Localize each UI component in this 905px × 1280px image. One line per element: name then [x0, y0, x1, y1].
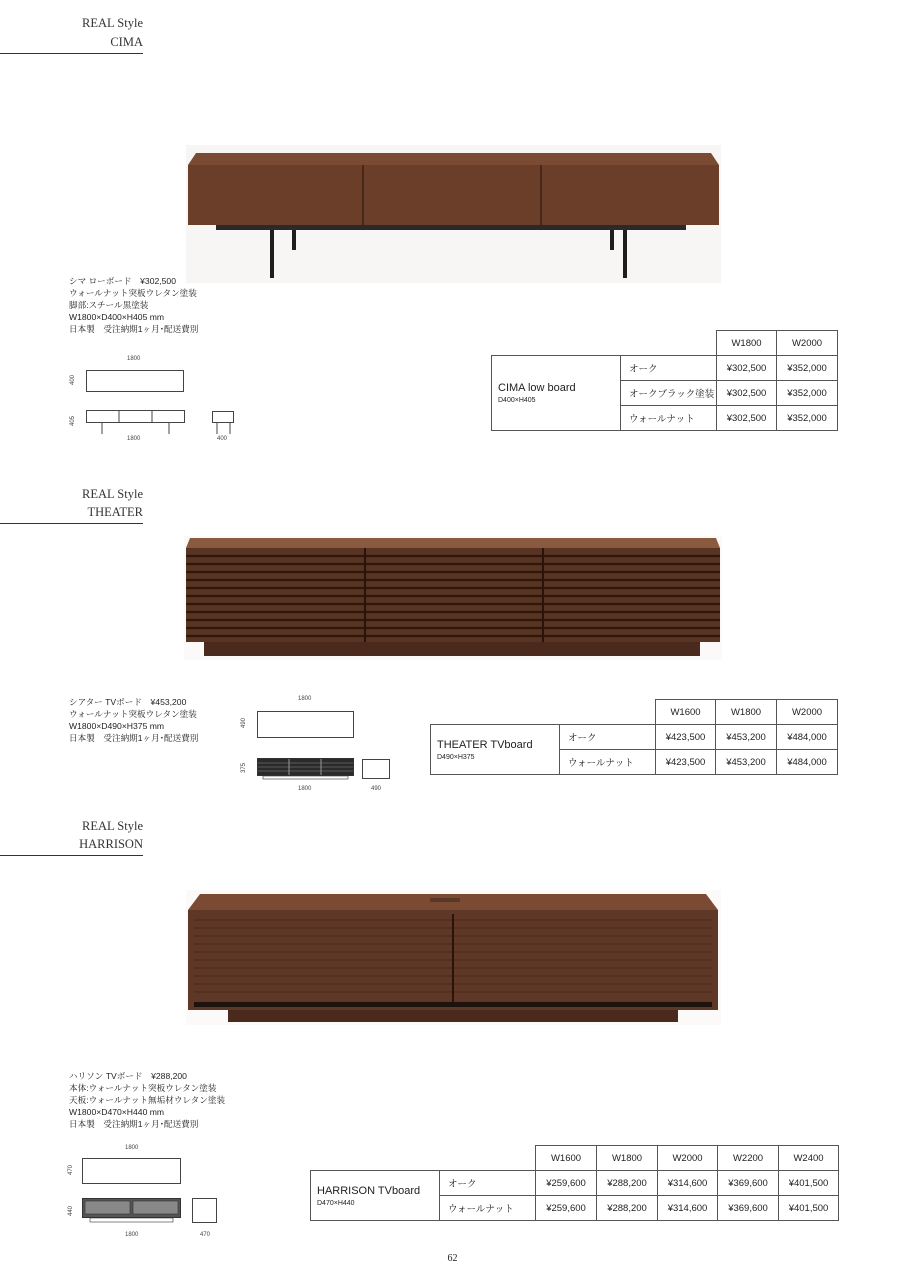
section-title-harrison: HARRISON — [79, 837, 143, 851]
section-brand-cima: REAL Style — [82, 16, 143, 30]
width-header: W2000 — [658, 1146, 718, 1171]
theater-dim-front-width: 1800 — [298, 786, 312, 792]
price-cell: ¥352,000 — [777, 406, 838, 431]
price-cell: ¥484,000 — [777, 725, 838, 750]
theater-plan-view — [257, 711, 354, 738]
section-title-cima: CIMA — [110, 35, 143, 49]
width-header: W1600 — [536, 1146, 597, 1171]
harrison-product-photo — [186, 890, 721, 1025]
section-brand-theater: REAL Style — [82, 487, 143, 501]
width-header: W1600 — [656, 700, 716, 725]
page-number: 62 — [447, 1253, 458, 1264]
section-divider — [0, 53, 143, 54]
theater-dim-front-height: 375 — [241, 762, 248, 774]
finish-cell: オークブラック塗装 — [621, 381, 717, 406]
cima-description: シマ ローボード ¥302,500 ウォールナット突板ウレタン塗装 脚部:スチール黒塗装 W1800×D400×H405 mm 日本製 受注納期1ヶ月･配送費別 — [69, 276, 199, 334]
harrison-description: ハリソン TVボード ¥288,200 本体:ウォールナット突板ウレタン塗装 天板:ウォールナット無垢材ウレタン塗装 W1800×D470×H440 mm 日本製 受注納期1ヶ月･配送費別 — [69, 1071, 226, 1129]
price-cell: ¥288,200 — [597, 1171, 658, 1196]
theater-dim-side-depth: 490 — [371, 786, 382, 792]
price-cell: ¥302,500 — [717, 356, 777, 381]
price-cell: ¥401,500 — [779, 1196, 839, 1221]
finish-cell: ウォールナット — [621, 406, 717, 431]
section-title-theater: THEATER — [87, 505, 143, 519]
width-header: W2200 — [718, 1146, 779, 1171]
finish-cell: オーク — [621, 356, 717, 381]
price-cell: ¥484,000 — [777, 750, 838, 775]
width-header: W1800 — [597, 1146, 658, 1171]
width-header: W1800 — [716, 700, 777, 725]
theater-price-table — [430, 699, 838, 775]
cima-dim-side-depth: 400 — [217, 436, 228, 442]
width-header: W1800 — [717, 331, 777, 356]
model-cell: HARRISON TVboard D470×H440 — [311, 1171, 440, 1221]
width-header: W2000 — [777, 700, 838, 725]
section-divider — [0, 855, 143, 856]
harrison-plan-view — [82, 1158, 181, 1184]
theater-dim-top-depth: 490 — [241, 717, 248, 729]
price-cell: ¥453,200 — [716, 750, 777, 775]
price-cell: ¥352,000 — [777, 356, 838, 381]
cima-dim-top-width: 1800 — [127, 356, 141, 362]
cima-side-elevation — [212, 411, 234, 423]
theater-dim-top-width: 1800 — [298, 696, 312, 702]
price-cell: ¥369,600 — [718, 1196, 779, 1221]
cima-dim-top-depth: 400 — [70, 374, 77, 386]
theater-product-photo — [184, 536, 722, 660]
harrison-dim-top-width: 1800 — [125, 1145, 139, 1151]
finish-cell: オーク — [560, 725, 656, 750]
width-header: W2400 — [779, 1146, 839, 1171]
price-cell: ¥352,000 — [777, 381, 838, 406]
harrison-front-elevation — [82, 1198, 182, 1224]
harrison-dim-top-depth: 470 — [68, 1164, 75, 1176]
cima-price-table — [491, 330, 838, 431]
price-cell: ¥401,500 — [779, 1171, 839, 1196]
cima-dim-front-height: 405 — [70, 415, 77, 427]
finish-cell: オーク — [440, 1171, 536, 1196]
price-cell: ¥302,500 — [717, 406, 777, 431]
price-cell: ¥314,600 — [658, 1171, 718, 1196]
model-cell: THEATER TVboard D490×H375 — [431, 725, 560, 775]
price-cell: ¥423,500 — [656, 750, 716, 775]
price-cell: ¥302,500 — [717, 381, 777, 406]
cima-plan-view — [86, 370, 184, 392]
price-cell: ¥453,200 — [716, 725, 777, 750]
harrison-side-elevation — [192, 1198, 217, 1223]
harrison-dim-side-depth: 470 — [200, 1232, 211, 1238]
cima-dim-front-width: 1800 — [127, 436, 141, 442]
section-brand-harrison: REAL Style — [82, 819, 143, 833]
width-header: W2000 — [777, 331, 838, 356]
theater-side-elevation — [362, 759, 390, 779]
harrison-price-table — [310, 1145, 839, 1221]
theater-description: シアター TVボード ¥453,200 ウォールナット突板ウレタン塗装 W1800×D490×H375 mm 日本製 受注納期1ヶ月･配送費別 — [69, 697, 199, 743]
cima-product-photo — [186, 145, 721, 283]
section-divider — [0, 523, 143, 524]
price-cell: ¥259,600 — [536, 1196, 597, 1221]
cima-front-elevation — [86, 410, 186, 436]
cima-side-legs — [212, 423, 236, 435]
theater-front-elevation — [257, 758, 355, 780]
finish-cell: ウォールナット — [440, 1196, 536, 1221]
price-cell: ¥423,500 — [656, 725, 716, 750]
price-cell: ¥288,200 — [597, 1196, 658, 1221]
price-cell: ¥314,600 — [658, 1196, 718, 1221]
model-cell: CIMA low board D400×H405 — [492, 356, 621, 431]
price-cell: ¥369,600 — [718, 1171, 779, 1196]
harrison-dim-front-height: 440 — [68, 1205, 75, 1217]
harrison-dim-front-width: 1800 — [125, 1232, 139, 1238]
finish-cell: ウォールナット — [560, 750, 656, 775]
price-cell: ¥259,600 — [536, 1171, 597, 1196]
